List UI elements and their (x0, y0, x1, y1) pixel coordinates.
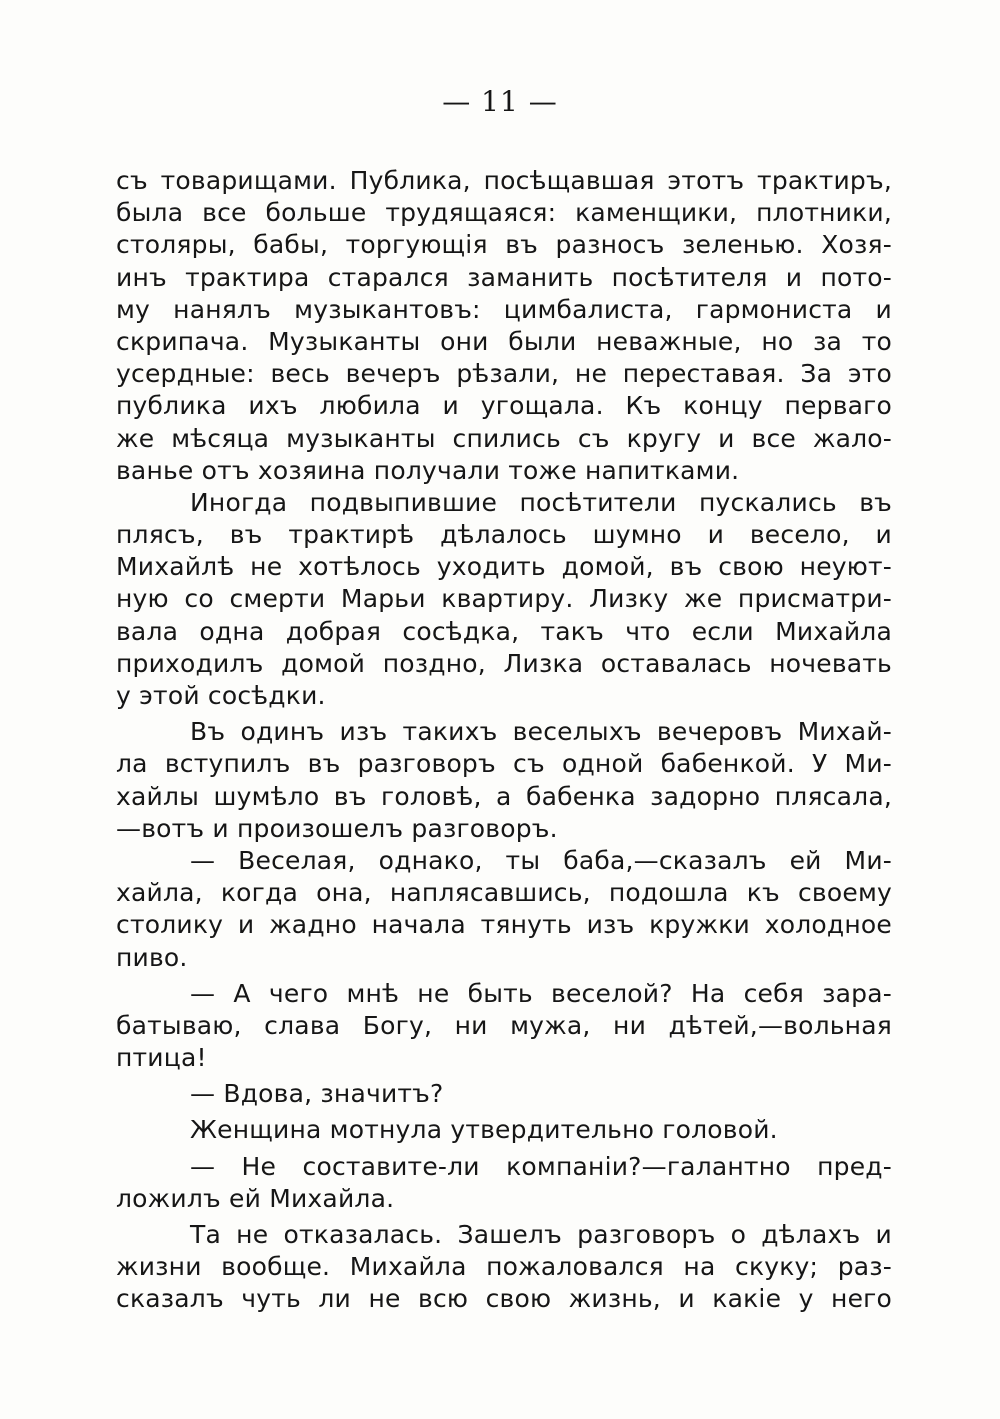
text-line: столику и жадно начала тянуть изъ кружки холодное (116, 910, 892, 940)
text-line: усердные: весь вечеръ рѣзали, не переставая. За это (116, 359, 892, 389)
text-line: ную со смерти Марьи квартиру. Лизку же присматри- (116, 584, 892, 614)
text-line: — Вдова, значитъ? (190, 1079, 444, 1109)
text-line: вала одна добрая сосѣдка, такъ что если Михайла (116, 616, 892, 646)
text-line: приходилъ домой поздно, Лизка оставалась ночевать (116, 648, 892, 678)
text-line: съ товарищами. Публика, посѣщавшая этотъ трактиръ, (116, 166, 892, 195)
text-line: Въ одинъ изъ такихъ веселыхъ вечеровъ Михай- (190, 717, 892, 747)
text-line: у этой сосѣдки. (116, 681, 326, 710)
text-line: столяры, бабы, торгующія въ разносъ зеленью. Хозя- (116, 230, 892, 260)
text-line: — А чего мнѣ не быть веселой? На себя зара- (190, 978, 892, 1008)
text-line: инъ трактира старался заманить посѣтителя и пото- (116, 262, 892, 292)
text-line: ванье отъ хозяина получали тоже напитками. (116, 455, 740, 485)
text-line: — Не составите-ли компаніи?—галантно пред- (190, 1151, 892, 1181)
text-line: Женщина мотнула утвердительно головой. (190, 1115, 778, 1145)
text-line: —вотъ и произошелъ разговоръ. (116, 813, 558, 843)
page-text (116, 165, 892, 1316)
text-line: плясъ, въ трактирѣ дѣлалось шумно и весело, и (116, 520, 892, 550)
text-line: пиво. (116, 942, 188, 972)
page-number: — 11 — (442, 85, 558, 118)
text-line: му нанялъ музыкантовъ: цимбалиста, гармониста и (116, 294, 892, 324)
text-line: ложилъ ей Михайла. (116, 1183, 395, 1213)
text-line: публика ихъ любила и угощала. Къ концу перваго (116, 391, 892, 421)
text-line: птица! (116, 1043, 207, 1073)
text-line: батываю, слава Богу, ни мужа, ни дѣтей,—вольная (116, 1010, 892, 1040)
text-line: Иногда подвыпившие посѣтители пускались въ (190, 487, 892, 517)
text-line: ла вступилъ въ разговоръ съ одной бабенкой. У Ми- (116, 749, 892, 779)
text-line: же мѣсяца музыканты спились съ кругу и все жало- (116, 423, 892, 453)
text-line: Михайлѣ не хотѣлось уходить домой, въ свою неуют- (116, 552, 892, 582)
text-line: жизни вообще. Михайла пожаловался на скуку; раз- (116, 1252, 892, 1282)
text-line: — Веселая, однако, ты баба,—сказалъ ей Ми- (190, 845, 892, 875)
text-line: сказалъ чуть ли не всю свою жизнь, и какіе у него (116, 1284, 892, 1314)
text-line: хайла, когда она, наплясавшись, подошла къ своему (116, 878, 892, 908)
text-line: Та не отказалась. Зашелъ разговоръ о дѣлахъ и (190, 1220, 892, 1249)
text-line: была все больше трудящаяся: каменщики, плотники, (116, 198, 892, 228)
text-line: хайлы шумѣло въ головѣ, а бабенка задорно плясала, (116, 781, 892, 811)
text-line: скрипача. Музыканты они были неважные, но за то (116, 326, 892, 356)
